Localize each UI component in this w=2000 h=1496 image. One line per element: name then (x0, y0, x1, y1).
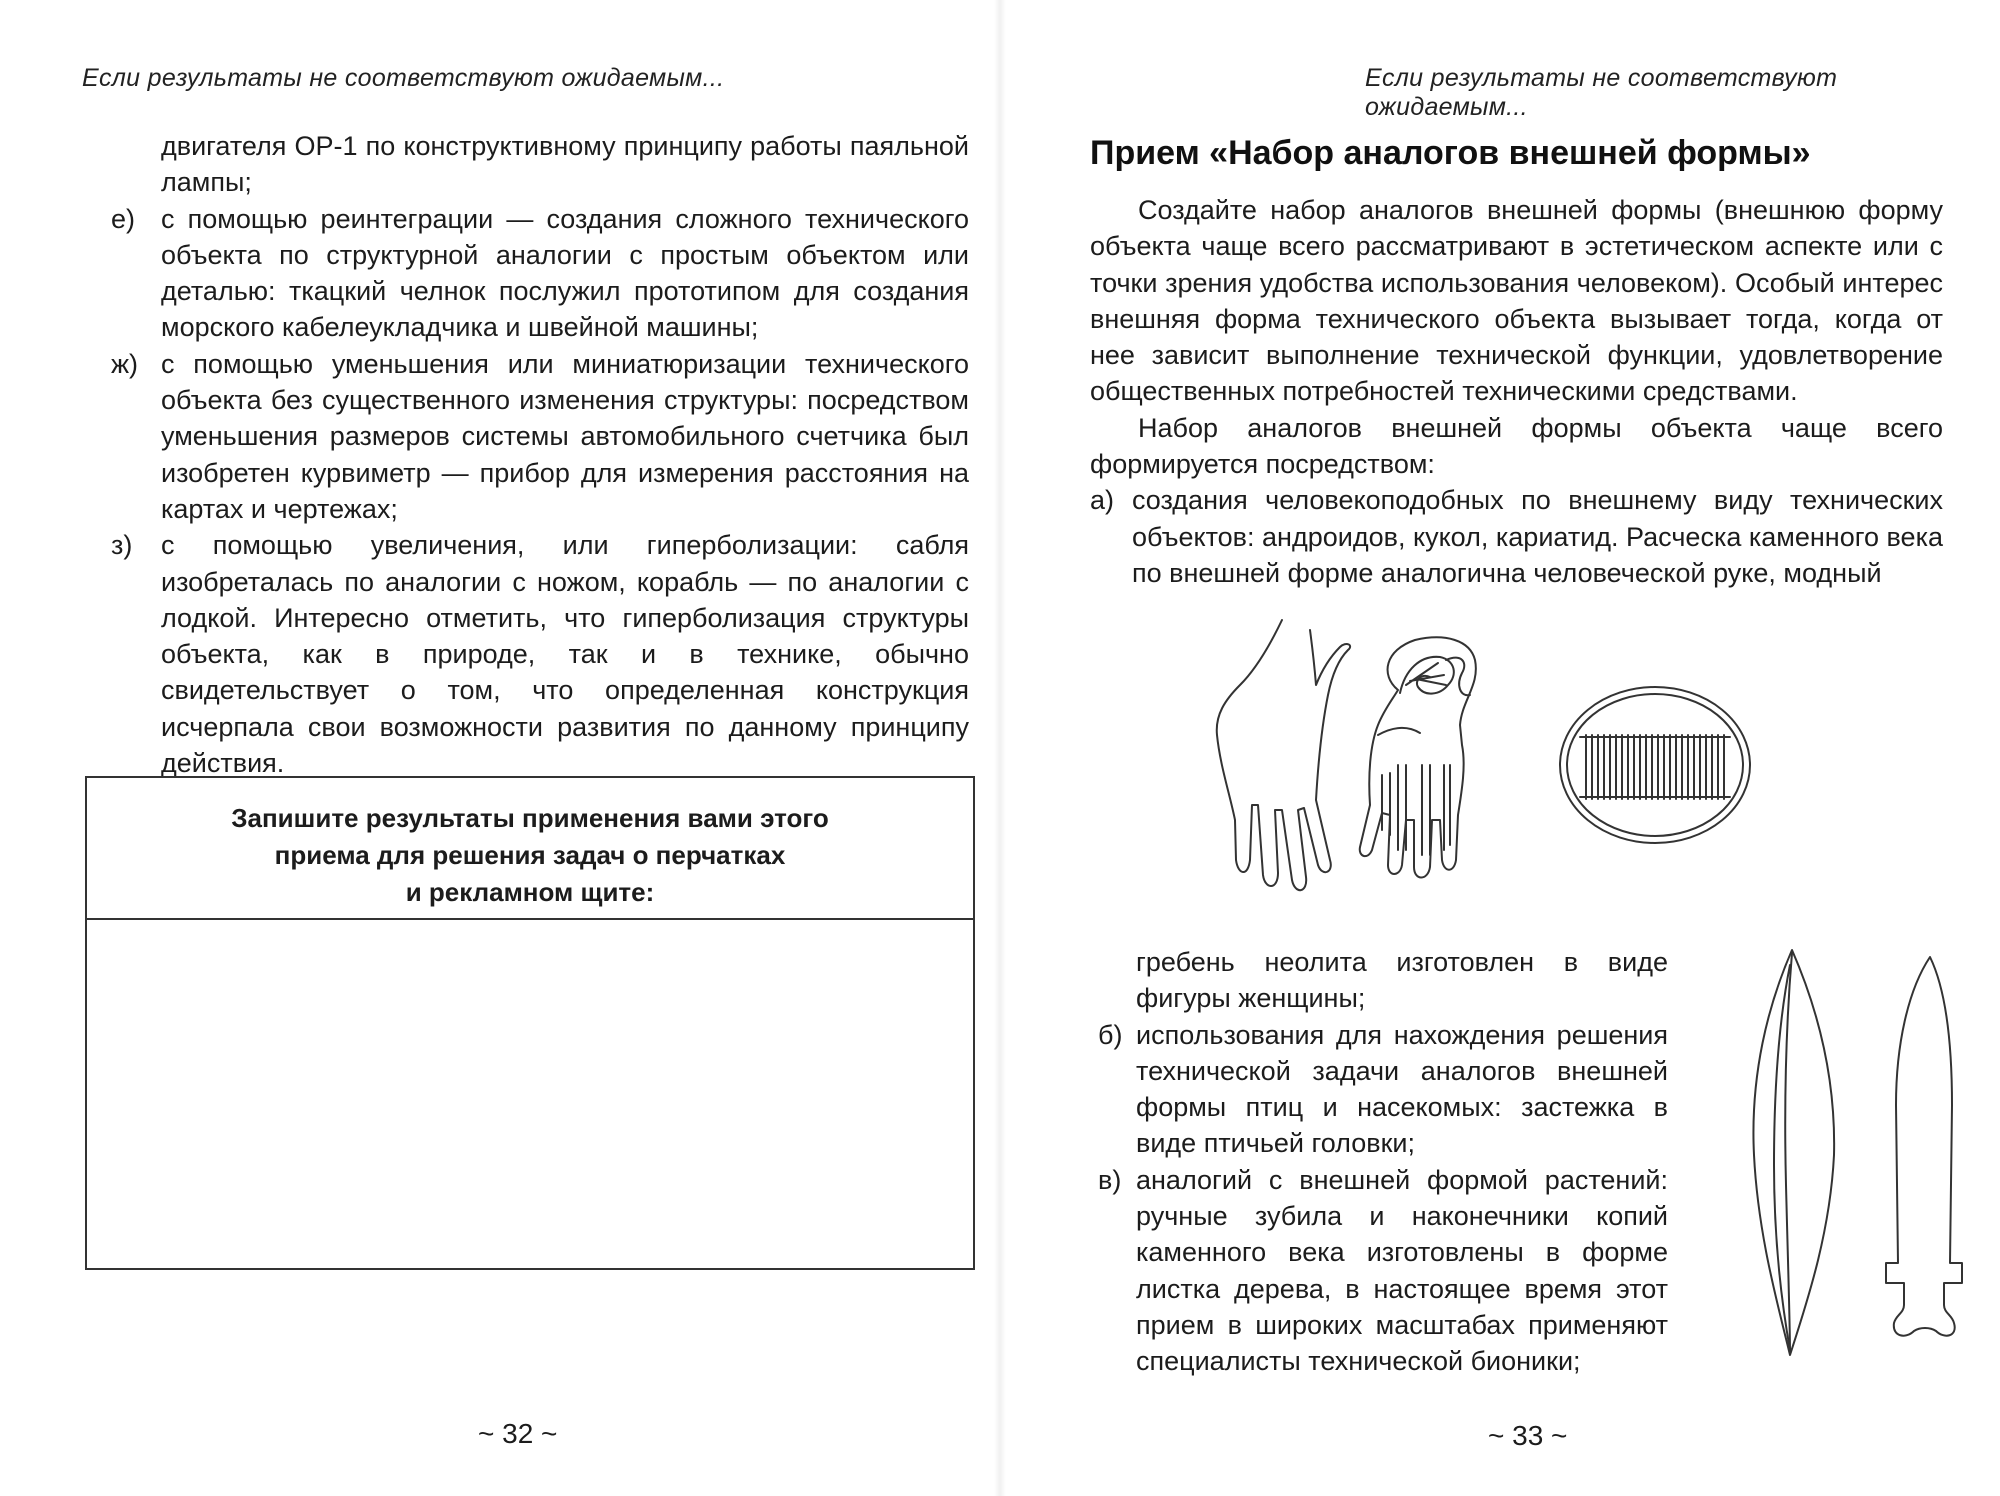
list-item (1098, 1162, 1668, 1380)
answer-box-heading-line: Запишите результаты применения вами этого (231, 803, 829, 833)
list-item (111, 346, 969, 527)
left-body (111, 128, 969, 781)
answer-box (85, 776, 975, 1270)
list-item-text: с помощью увеличения, или гиперболизации: сабля изобреталась по аналогии с ножом, корабль — по аналогии с лодкой. Интересно отметить, что гиперболизация структуры объекта, как в природе, так и в технике, обычно свидетельствует о том, что определенная конструкция исчерпала свои возможности развития по данному принципу действия. (161, 530, 969, 779)
hand-comb-drawing (1360, 637, 1476, 877)
list-item (1090, 482, 1943, 591)
list-marker: з) (111, 530, 133, 561)
list-marker: б) (1098, 1019, 1123, 1050)
list-item (1098, 1017, 1668, 1162)
oval-comb-drawing (1560, 687, 1750, 843)
answer-box-heading-line: и рекламном щите: (405, 877, 655, 907)
right-body-bottom (1098, 944, 1668, 1380)
paragraph: Создайте набор аналогов внешней формы (внешнюю форму объекта чаще всего рассматривают в эстетическом аспекте или с точки зрения удобства использования человеком). Особый интерес внешняя форма технического объекта вызывает тогда, когда от нее зависит выполнение технической функции, удовлетворение общественных потребностей техническими средствами. (1090, 195, 1943, 407)
page-number: ~ 33 ~ (1488, 1420, 1568, 1451)
continuation-text: двигателя ОР-1 по конструктивному принципу работы паяльной лампы; (161, 131, 969, 198)
running-header: Если результаты не соответствуют ожидаемым... (82, 64, 725, 92)
section-title: Прием «Набор аналогов внешней формы» (1090, 134, 1811, 172)
list-item-text: с помощью уменьшения или миниатюризации технического объекта без существенного изменения структуры: посредством уменьшения размеров системы автомобильного счетчика был изобретен курвиметр — прибор для измерения расстояния на картах и чертежах; (161, 348, 969, 524)
paragraph: Набор аналогов внешней формы объекта чаще всего формируется посредством: (1090, 412, 1943, 480)
answer-box-heading-line: приема для решения задач о перчатках (274, 840, 786, 870)
list-item-text: создания человекоподобных по внешнему виду технических объектов: андроидов, кукол, кариатид. Расческа каменного века по внешней форме аналогична человеческой руке, модный (1132, 485, 1943, 588)
answer-box-writing-area[interactable] (87, 920, 973, 1264)
hand-drawing (1217, 620, 1350, 890)
right-page (1000, 0, 2000, 1496)
list-item-continuation: гребень неолита изготовлен в виде фигуры женщины; (1136, 947, 1668, 1014)
list-marker: а) (1090, 485, 1115, 516)
sword-drawing (1886, 957, 1962, 1336)
list-item-text: с помощью реинтеграции — создания сложного технического объекта по структурной аналогии с простым объектом или деталью: ткацкий челнок послужил прототипом для создания морского кабелеукладчика и швейной машины; (161, 203, 969, 343)
leaf-drawing (1753, 950, 1834, 1355)
list-item (111, 527, 969, 781)
list-item (111, 201, 969, 346)
leaf-sword-illustration (1738, 945, 1973, 1370)
list-marker: в) (1098, 1164, 1122, 1195)
page-number: ~ 32 ~ (478, 1418, 558, 1449)
list-item-text: аналогий с внешней формой растений: ручные зубила и наконечники копий каменного века изготовлены в форме листка дерева, в настоящее время этот прием в широких масштабах применяют специалисты технической бионики; (1136, 1164, 1668, 1377)
list-marker: ж) (111, 348, 139, 379)
list-marker: е) (111, 203, 136, 234)
running-header: Если результаты не соответствуют ожидаемым... (1365, 64, 1838, 121)
list-item-text: использования для нахождения решения технической задачи аналогов внешней формы птиц и насекомых: застежка в виде птичьей головки; (1136, 1019, 1668, 1159)
right-body-top (1090, 192, 1943, 591)
answer-box-heading (87, 778, 973, 920)
hand-comb-illustration (1200, 615, 1760, 905)
